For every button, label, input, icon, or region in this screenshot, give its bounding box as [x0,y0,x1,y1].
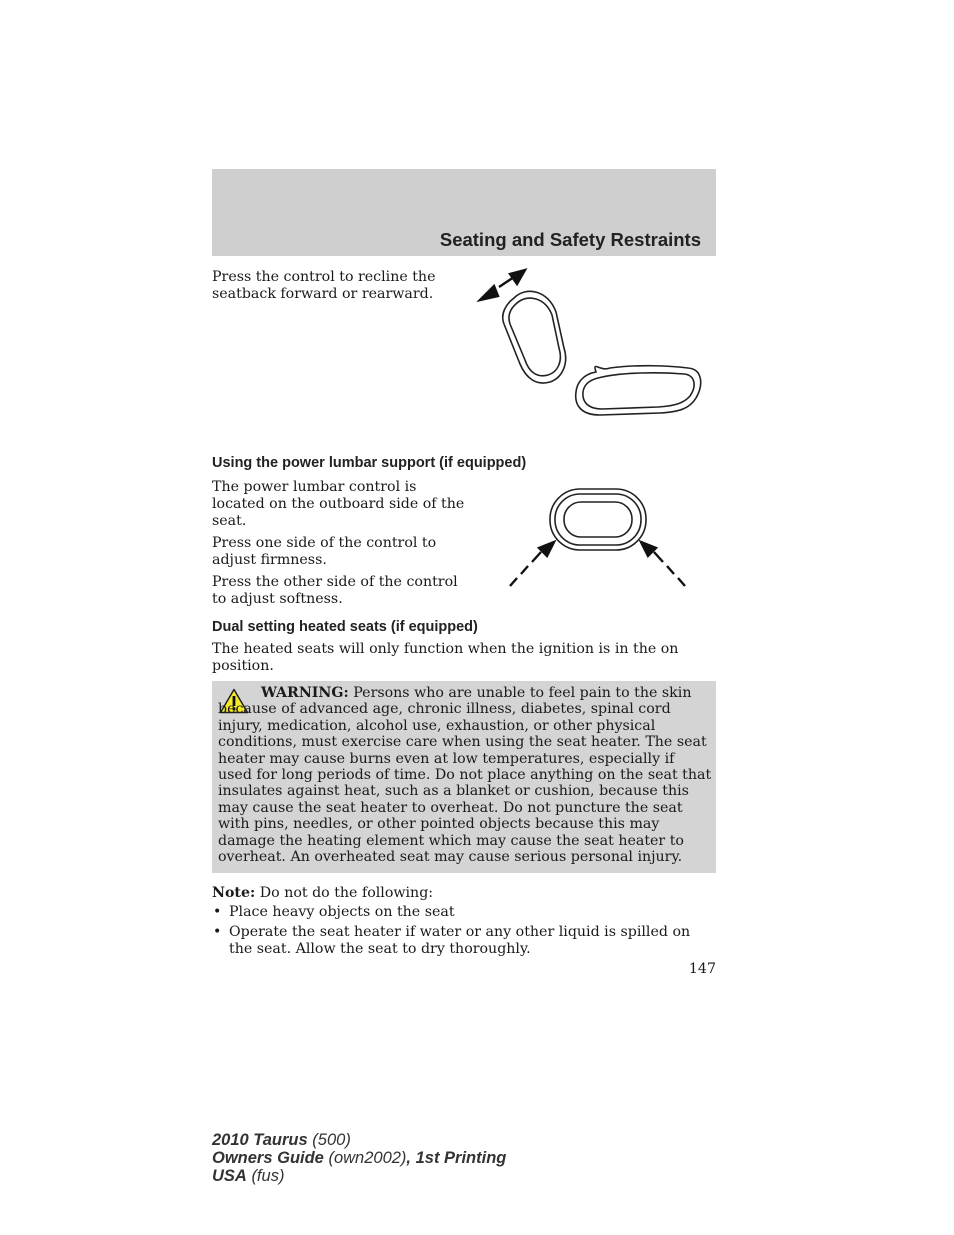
lumbar-control-illustration [505,486,695,590]
footer-guide-code: (own2002) [328,1149,407,1167]
footer-line-1 [212,1131,506,1149]
warning-label: WARNING: [261,685,349,701]
footer-line-2 [212,1149,506,1167]
note-label: Note: [212,885,256,901]
lumbar-paragraph: The power lumbar control is located on the outboard side of the seat. [212,479,465,529]
footer-market: USA [212,1167,247,1185]
lumbar-paragraphs [212,479,472,608]
warning-body: Persons who are unable to feel pain to the skin because of advanced age, chronic illness, diabetes, spinal cord injury, medication, alcohol use, exhaustion, or other physical conditions, must exercise care when using the seat heater. The seat heater may cause burns even at low temperatures, especially if used for long periods of time. Do not place anything on the seat that insulates against heat, such as a blanket or cushion, because this may cause the seat heater to overheat. Do not puncture the seat with pins, needles, or other pointed objects because this may damage the heating element which may cause the seat heater to overheat. An overheated seat may cause serious personal injury. [218,685,712,866]
lumbar-arrow-right-icon [641,542,685,586]
footer-guide: Owners Guide [212,1149,324,1167]
list-item-text: Place heavy objects on the seat [229,904,455,920]
cushion-switch-icon [576,366,701,415]
footer-line-3 [212,1167,506,1185]
lumbar-paragraph: Press one side of the control to adjust firmness. [212,535,437,568]
document-footer [212,1131,506,1185]
lumbar-arrow-left-icon [510,542,554,586]
list-item: • Place heavy objects on the seat [213,904,455,920]
recline-arrow-icon [480,270,525,300]
list-item-text: Operate the seat heater if water or any other liquid is spilled on the seat. Allow the seat to dry thoroughly. [229,924,691,957]
footer-market-code: (fus) [251,1167,285,1185]
seatback-switch-icon [503,291,566,383]
page-number: 147 [688,961,716,977]
list-item: • Operate the seat heater if water or any other liquid is spilled on the seat. Allow the seat to dry thoroughly. [213,924,691,957]
note [212,885,433,902]
recline-control-illustration [470,268,710,420]
lumbar-switch-icon [550,489,646,550]
section-header-band [212,169,716,256]
section-title: Seating and Safety Restraints [439,229,701,250]
bullet-list [212,904,712,961]
footer-printing: , 1st Printing [406,1149,507,1167]
heated-seats-intro: The heated seats will only function when the ignition is in the on position. [212,641,679,674]
recline-instruction: Press the control to recline the seatback forward or rearward. [212,269,436,302]
lumbar-heading: Using the power lumbar support (if equipped) [212,455,527,471]
footer-model: 2010 Taurus [212,1131,308,1149]
warning-box [212,681,716,873]
lumbar-paragraph: Press the other side of the control to adjust softness. [212,574,458,607]
note-text: Do not do the following: [259,885,434,901]
heated-seats-heading: Dual setting heated seats (if equipped) [212,619,478,635]
footer-model-code: (500) [312,1131,351,1149]
warning-text [218,685,712,865]
